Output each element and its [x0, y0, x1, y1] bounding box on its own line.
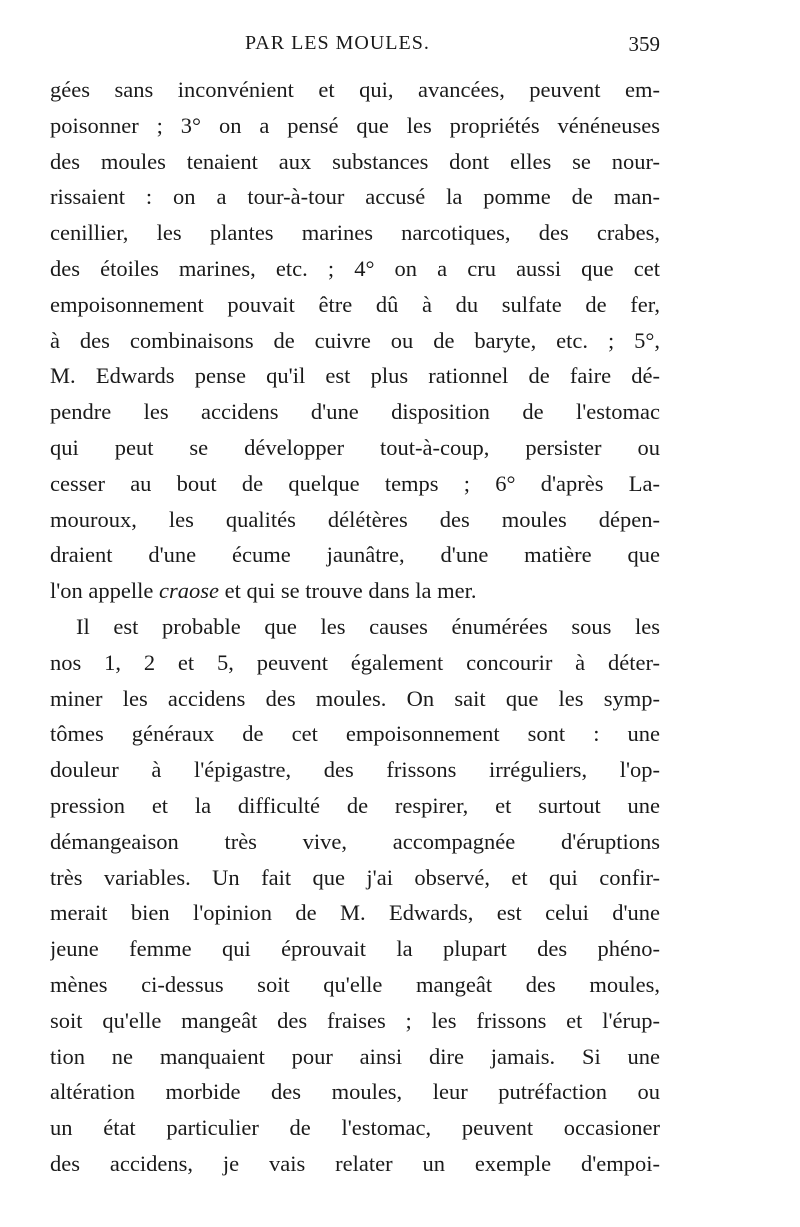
text-line: M. Edwards pense qu'il est plus rationnel de faire dé- [50, 363, 660, 389]
text-line: des étoiles marines, etc. ; 4° on a cru aussi que cet [50, 255, 660, 281]
text-line: pression et la difficulté de respirer, et surtout une [50, 792, 660, 818]
text-line-paragraph-end [50, 573, 660, 609]
text-segment: et qui se trouve dans la mer. [224, 578, 477, 604]
text-line: pendre les accidens d'une disposition de l'estomac [50, 399, 660, 425]
body-text [50, 72, 660, 1182]
text-line: mouroux, les qualités délétères des moules dépen- [50, 506, 660, 532]
text-line: très variables. Un fait que j'ai observé, et qui confir- [50, 864, 660, 890]
text-line: cenillier, les plantes marines narcotiques, des crabes, [50, 220, 660, 246]
text-line: merait bien l'opinion de M. Edwards, est celui d'une [50, 900, 660, 926]
page-number: 359 [628, 32, 660, 56]
text-line: poisonner ; 3° on a pensé que les propriétés vénéneuses [50, 112, 660, 138]
text-line: gées sans inconvénient et qui, avancées, peuvent em- [50, 77, 660, 102]
text-line: cesser au bout de quelque temps ; 6° d'après La- [50, 470, 660, 496]
text-line: tômes généraux de cet empoisonnement sont : une [50, 721, 660, 747]
text-line: rissaient : on a tour-à-tour accusé la pomme de man- [50, 184, 660, 210]
text-line: nos 1, 2 et 5, peuvent également concourir à déter- [50, 649, 660, 675]
text-line: jeune femme qui éprouvait la plupart des phéno- [50, 936, 660, 962]
text-line: à des combinaisons de cuivre ou de baryte, etc. ; 5°, [50, 327, 660, 353]
text-segment: l'on appelle [50, 578, 154, 604]
italic-term: craose [159, 578, 220, 604]
text-line: démangeaison très vive, accompagnée d'éruptions [50, 828, 660, 854]
text-line: empoisonnement pouvait être dû à du sulfate de fer, [50, 291, 660, 317]
running-head: PAR LES MOULES. [245, 32, 430, 54]
text-line: miner les accidens des moules. On sait que les symp- [50, 685, 660, 711]
text-line: des accidens, je vais relater un exemple d'empoi- [50, 1150, 660, 1176]
text-line: altération morbide des moules, leur putréfaction ou [50, 1079, 660, 1105]
text-line: douleur à l'épigastre, des frissons irréguliers, l'op- [50, 757, 660, 783]
text-line: un état particulier de l'estomac, peuvent occasioner [50, 1115, 660, 1141]
text-line: soit qu'elle mangeât des fraises ; les frissons et l'érup- [50, 1007, 660, 1033]
text-line: tion ne manquaient pour ainsi dire jamais. Si une [50, 1043, 660, 1069]
text-line-paragraph-start: Il est probable que les causes énumérées sous les [76, 613, 660, 639]
text-line: des moules tenaient aux substances dont elles se nour- [50, 148, 660, 174]
text-line: draient d'une écume jaunâtre, d'une matière que [50, 542, 660, 568]
page-header [50, 32, 660, 62]
text-line: mènes ci-dessus soit qu'elle mangeât des moules, [50, 971, 660, 997]
text-line: qui peut se développer tout-à-coup, persister ou [50, 434, 660, 460]
